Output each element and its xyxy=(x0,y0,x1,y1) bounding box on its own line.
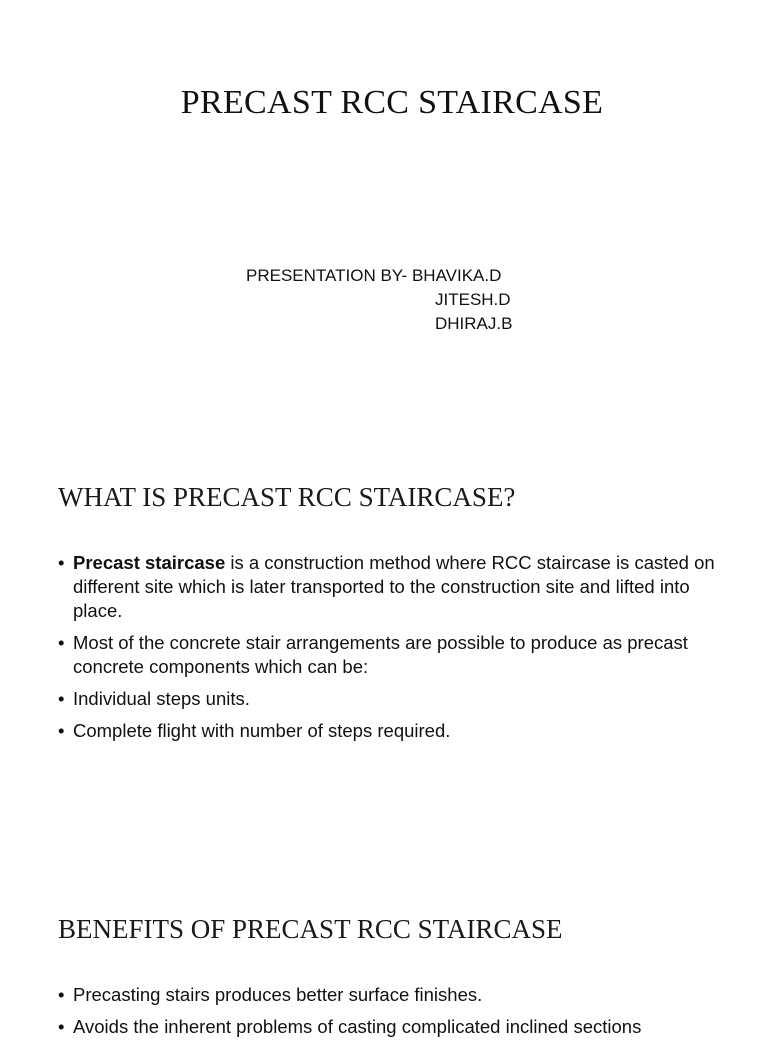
list-item xyxy=(58,719,718,743)
bullet-text: Complete flight with number of steps required. xyxy=(73,720,451,741)
list-item xyxy=(58,687,718,711)
list-item xyxy=(58,1015,718,1039)
bold-term: Precast staircase xyxy=(73,552,226,573)
list-item xyxy=(58,983,718,1007)
presenter-name: JITESH.D xyxy=(435,290,511,309)
presenters-block xyxy=(246,264,512,336)
bullet-text: Avoids the inherent problems of casting complicated inclined sections xyxy=(73,1016,642,1037)
presenter-name: BHAVIKA.D xyxy=(411,266,502,285)
definition-slide xyxy=(0,432,768,864)
bullet-icon: • xyxy=(58,688,65,709)
bullet-icon: • xyxy=(58,552,65,573)
list-item xyxy=(58,631,718,679)
bullet-list xyxy=(58,551,718,751)
slide-title: BENEFITS OF PRECAST RCC STAIRCASE xyxy=(58,914,563,944)
bullet-icon: • xyxy=(58,984,65,1005)
bullet-text: Precasting stairs produces better surface finishes. xyxy=(73,984,483,1005)
bullet-text: Most of the concrete stair arrangements are possible to produce as precast concrete components which can be: xyxy=(73,632,688,677)
presenter-name: DHIRAJ.B xyxy=(435,314,513,333)
presenter-row xyxy=(246,264,512,288)
slide-title: WHAT IS PRECAST RCC STAIRCASE? xyxy=(58,482,516,512)
bullet-text: is a construction method where RCC staircase is casted on different site which is later transported to the construction site and lifted into place. xyxy=(73,552,715,621)
bullet-list xyxy=(58,983,718,1047)
title-slide xyxy=(0,0,768,432)
presenter-row xyxy=(246,288,512,312)
bullet-text: Individual steps units. xyxy=(73,688,250,709)
presenter-row xyxy=(246,312,512,336)
bullet-icon: • xyxy=(58,1016,65,1037)
bullet-icon: • xyxy=(58,720,65,741)
presenters-label: PRESENTATION BY- xyxy=(246,266,408,285)
list-item xyxy=(58,551,718,623)
benefits-slide xyxy=(0,864,768,1037)
slide-title: PRECAST RCC STAIRCASE xyxy=(180,84,604,121)
bullet-icon: • xyxy=(58,632,65,653)
